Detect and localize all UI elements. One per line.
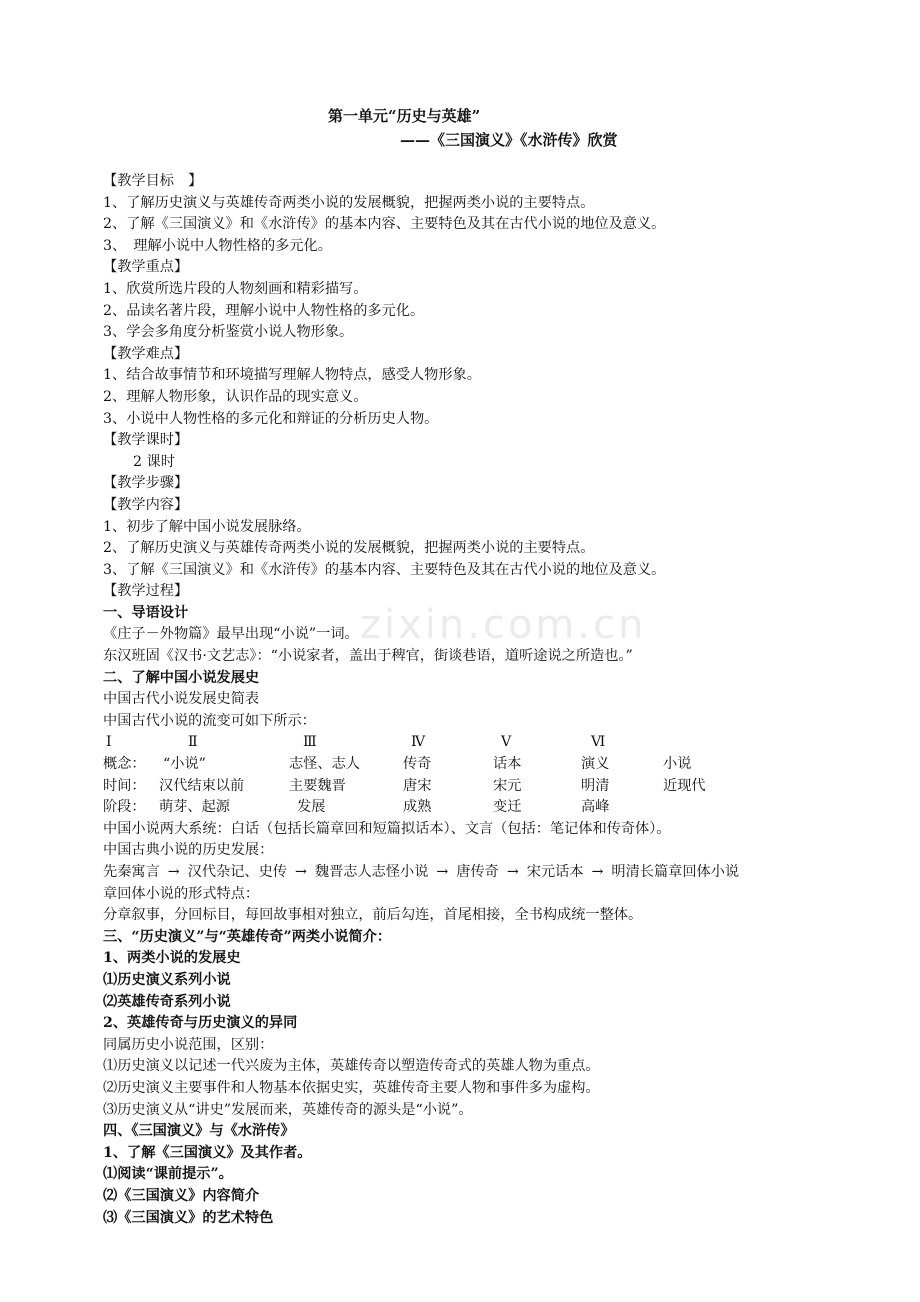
- subheading: ⑴历史演义系列小说: [103, 971, 231, 988]
- content-item: 3、了解《三国演义》和《水浒传》的基本内容、主要特色及其在古代小说的地位及意义。: [103, 561, 666, 578]
- arrow-icon: →: [294, 864, 307, 880]
- row-label: 时间：: [103, 777, 146, 794]
- subheading: ⑵英雄传奇系列小说: [103, 993, 231, 1010]
- difficult-item: 3、小说中人物性格的多元化和辩证的分析历史人物。: [103, 410, 439, 427]
- table-cell: 小说: [663, 756, 692, 773]
- section-1-heading: 一、导语设计: [103, 604, 189, 621]
- paragraph: 中国古典小说的历史发展：: [103, 842, 274, 859]
- table-cell: 唐宋: [403, 777, 432, 794]
- goal-item: 3、 理解小说中人物性格的多元化。: [103, 237, 332, 254]
- roman-row: [103, 732, 863, 754]
- roman-numeral: Ⅵ: [591, 734, 606, 751]
- table-cell: 高峰: [581, 799, 610, 816]
- chain-item: 唐传奇: [456, 864, 499, 880]
- table-cell: 变迁: [493, 799, 522, 816]
- list-item: ⑴阅读“课前提示”。: [103, 1166, 233, 1183]
- row-label: 概念：: [103, 756, 146, 773]
- key-item: 1、欣赏所选片段的人物刻画和精彩描写。: [103, 280, 368, 297]
- list-item: ⑵《三国演义》内容简介: [103, 1187, 260, 1204]
- table-cell: 明清: [581, 777, 610, 794]
- chain-item: 汉代杂记、史传: [187, 864, 287, 880]
- arrow-icon: →: [591, 864, 604, 880]
- section-4-heading: 四、《三国演义》与《水浒传》: [103, 1123, 295, 1140]
- table-cell: 汉代结束以前: [159, 777, 245, 794]
- table-cell: 宋元: [493, 777, 522, 794]
- table-cell: 志怪、志人: [289, 756, 360, 773]
- key-item: 3、学会多角度分析鉴赏小说人物形象。: [103, 324, 354, 341]
- paragraph: 中国古代小说发展史简表: [103, 691, 260, 708]
- table-cell: “小说”: [163, 756, 206, 773]
- table-cell: 传奇: [403, 756, 432, 773]
- roman-numeral: Ⅴ: [501, 734, 512, 751]
- process-heading: 【教学过程】: [103, 583, 189, 600]
- table-cell: 主要魏晋: [289, 777, 346, 794]
- table-cell: 萌芽、起源: [159, 799, 230, 816]
- difficult-heading: 【教学难点】: [103, 345, 189, 362]
- difficult-item: 2、理解人物形象，认识作品的现实意义。: [103, 388, 368, 405]
- page-title: 第一单元“历史与英雄”: [328, 107, 481, 125]
- chain-item: 魏晋志人志怪小说: [314, 864, 429, 880]
- paragraph: 同属历史小说范围，区别：: [103, 1036, 274, 1053]
- difficult-item: 1、结合故事情节和环境描写理解人物特点，感受人物形象。: [103, 367, 481, 384]
- roman-numeral: Ⅰ: [106, 734, 112, 751]
- roman-numeral: Ⅲ: [303, 734, 317, 751]
- roman-numeral: Ⅱ: [188, 734, 198, 751]
- paragraph: 章回体小说的形式特点：: [103, 885, 260, 902]
- table-cell: 发展: [297, 799, 326, 816]
- page-subtitle: ——《三国演义》《水浒传》欣赏: [400, 131, 618, 149]
- content-heading: 【教学内容】: [103, 496, 189, 513]
- key-item: 2、品读名著片段，理解小说中人物性格的多元化。: [103, 302, 425, 319]
- goal-item: 2、了解《三国演义》和《水浒传》的基本内容、主要特色及其在古代小说的地位及意义。: [103, 216, 666, 233]
- paragraph: 中国小说两大系统：白话（包括长篇章回和短篇拟话本）、文言（包括：笔记体和传奇体）。: [103, 820, 671, 837]
- steps-heading: 【教学步骤】: [103, 475, 189, 492]
- paragraph: 《庄子－外物篇》最早出现“小说”一词。: [103, 626, 359, 643]
- paragraph: 中国古代小说的流变可如下所示：: [103, 712, 316, 729]
- list-item: ⑴历史演义以记述一代兴废为主体，英雄传奇以塑造传奇式的英雄人物为重点。: [103, 1058, 600, 1075]
- paragraph: 分章叙事，分回标目，每回故事相对独立，前后勾连，首尾相接，全书构成统一整体。: [103, 907, 643, 924]
- content-item: 1、初步了解中国小说发展脉络。: [103, 518, 311, 535]
- arrow-icon: →: [506, 864, 519, 880]
- time-row: [103, 776, 863, 798]
- concept-row: [103, 754, 863, 776]
- list-item: ⑶历史演义从“讲史”发展而来，英雄传奇的源头是“小说”。: [103, 1101, 473, 1118]
- development-chain: [103, 862, 863, 884]
- table-cell: 话本: [493, 756, 522, 773]
- key-heading: 【教学重点】: [103, 259, 189, 276]
- row-label: 阶段：: [103, 799, 146, 816]
- table-cell: 近现代: [663, 777, 706, 794]
- roman-numeral: Ⅳ: [411, 734, 426, 751]
- subheading: 2、英雄传奇与历史演义的异同: [103, 1015, 298, 1032]
- chain-item: 宋元话本: [526, 864, 584, 880]
- document-body: [103, 171, 863, 1229]
- list-item: ⑵历史演义主要事件和人物基本依据史实，英雄传奇主要人物和事件多为虚构。: [103, 1079, 600, 1096]
- subheading: 1、两类小说的发展史: [103, 950, 241, 967]
- stage-row: [103, 797, 863, 819]
- subheading: 1、了解《三国演义》及其作者。: [103, 1144, 312, 1161]
- watermark: zixin.com.cn: [360, 602, 647, 648]
- section-3-heading: 三、“历史演义”与“英雄传奇”两类小说简介：: [103, 928, 392, 945]
- paragraph: 东汉班固《汉书·文艺志》：“小说家者，盖出于稗官，街谈巷语，道听途说之所造也。”: [103, 648, 633, 665]
- section-2-heading: 二、了解中国小说发展史: [103, 669, 260, 686]
- table-cell: 成熟: [403, 799, 432, 816]
- goals-heading: 【教学目标 】: [103, 173, 203, 189]
- hours-heading: 【教学课时】: [103, 432, 189, 449]
- chain-item: 明清长篇章回体小说: [611, 864, 740, 880]
- table-cell: 演义: [581, 756, 610, 773]
- arrow-icon: →: [436, 864, 449, 880]
- content-item: 2、了解历史演义与英雄传奇两类小说的发展概貌，把握两类小说的主要特点。: [103, 540, 595, 557]
- list-item: ⑶《三国演义》的艺术特色: [103, 1209, 274, 1226]
- arrow-icon: →: [167, 864, 180, 880]
- hours-value: 2 课时: [133, 453, 175, 470]
- chain-item: 先秦寓言: [103, 864, 160, 880]
- goal-item: 1、了解历史演义与英雄传奇两类小说的发展概貌，把握两类小说的主要特点。: [103, 194, 595, 211]
